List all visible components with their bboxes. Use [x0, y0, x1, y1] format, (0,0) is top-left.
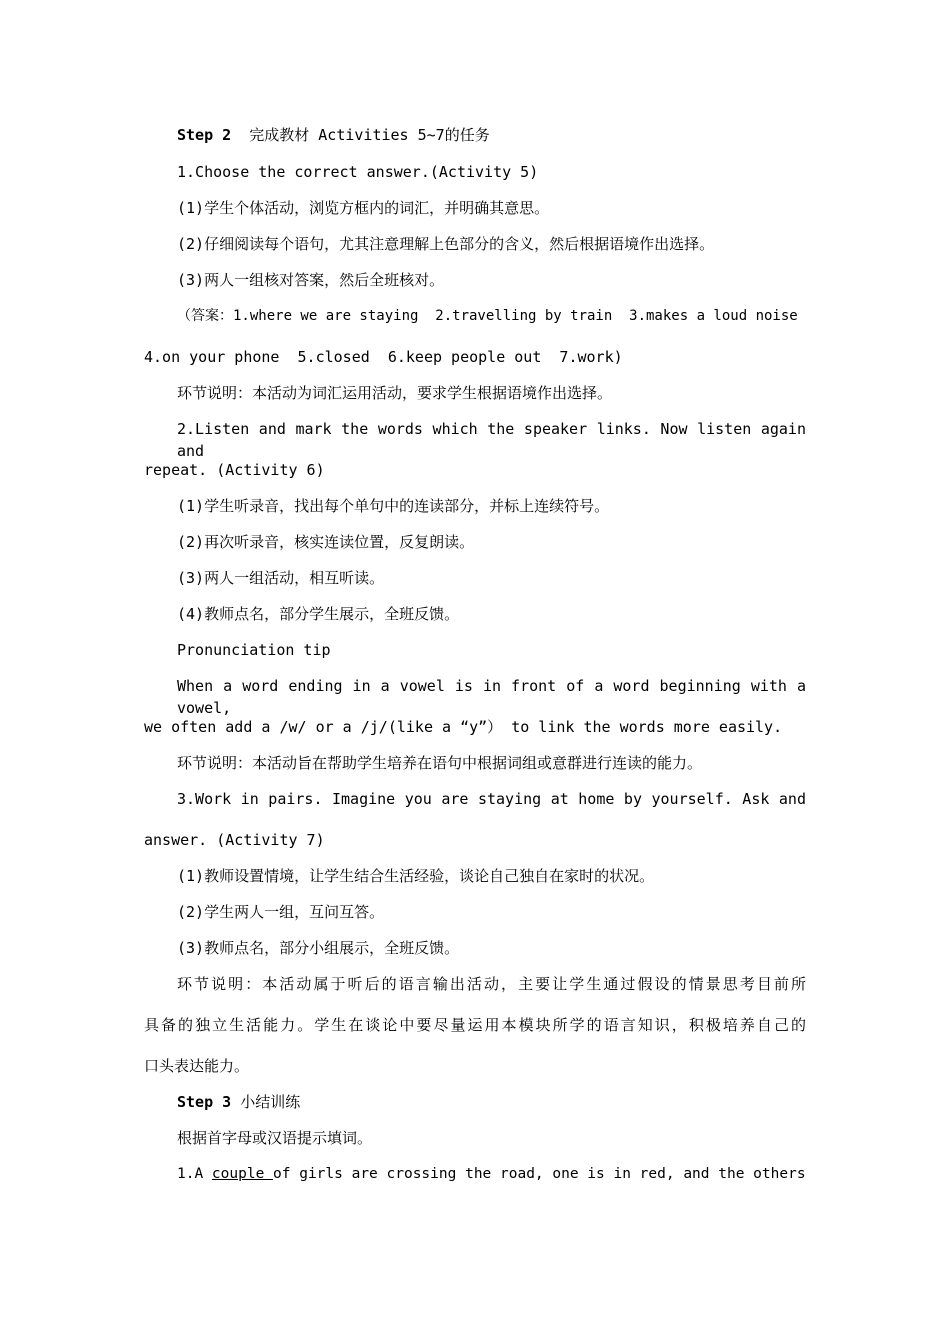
activity5-answer-line-2: 4.on your phone 5.closed 6.keep people out 7.work): [144, 348, 623, 366]
question-1-answer: couple: [211, 1166, 274, 1182]
question-1-text: of girls are crossing the road, one is in red, and the others: [273, 1166, 806, 1182]
activity7-note-line-1: 环节说明：本活动属于听后的语言输出活动，主要让学生通过假设的情景思考目前所: [177, 975, 806, 993]
activity7-note-line-3: 口头表达能力。: [144, 1057, 250, 1075]
step3-instruction: 根据首字母或汉语提示填词。: [177, 1129, 373, 1147]
question-1-prefix: 1.A: [177, 1166, 212, 1182]
activity6-heading-line-2: repeat. (Activity 6): [144, 461, 325, 479]
activity7-heading-line-2: answer. (Activity 7): [144, 831, 325, 849]
activity6-heading-line-1: 2.Listen and mark the words which the speaker links. Now listen again and: [177, 420, 806, 460]
activity5-step-3: (3)两人一组核对答案，然后全班核对。: [177, 271, 445, 289]
step2-heading: [177, 124, 490, 146]
activity6-step-3: (3)两人一组活动，相互听读。: [177, 569, 385, 587]
activity6-step-1: (1)学生听录音，找出每个单句中的连读部分，并标上连续符号。: [177, 497, 610, 515]
step2-title: 完成教材 Activities 5~7的任务: [249, 126, 490, 144]
activity5-step-2: (2)仔细阅读每个语句，尤其注意理解上色部分的含义，然后根据语境作出选择。: [177, 235, 715, 253]
step3-heading: [177, 1091, 300, 1113]
activity7-step-3: (3)教师点名，部分小组展示，全班反馈。: [177, 939, 460, 957]
activity6-note: 环节说明：本活动旨在帮助学生培养在语句中根据词组或意群进行连读的能力。: [177, 754, 703, 772]
activity6-step-2: (2)再次听录音，核实连读位置，反复朗读。: [177, 533, 475, 551]
activity7-step-2: (2)学生两人一组，互问互答。: [177, 903, 385, 921]
activity7-heading-line-1: 3.Work in pairs. Imagine you are staying at home by yourself. Ask and: [177, 790, 806, 808]
activity6-step-4: (4)教师点名，部分学生展示，全班反馈。: [177, 605, 460, 623]
activity5-answer-line-1: （答案：1.where we are staying 2.travelling by train 3.makes a loud noise: [177, 308, 798, 324]
exercise-question-1: [177, 1163, 806, 1185]
activity7-step-1: (1)教师设置情境，让学生结合生活经验，谈论自己独自在家时的状况。: [177, 867, 655, 885]
activity7-note-line-2: 具备的独立生活能力。学生在谈论中要尽量运用本模块所学的语言知识，积极培养自己的: [144, 1016, 806, 1034]
step2-label: Step 2: [177, 126, 232, 144]
activity5-heading: 1.Choose the correct answer.(Activity 5): [177, 163, 539, 181]
step3-label: Step 3: [177, 1093, 232, 1111]
pronunciation-tip-line-2: we often add a /w/ or a /j/(like a “y”） to link the words more easily.: [144, 718, 783, 736]
step3-title: 小结训练: [240, 1093, 301, 1111]
activity5-step-1: (1)学生个体活动，浏览方框内的词汇，并明确其意思。: [177, 199, 550, 217]
activity5-note: 环节说明：本活动为词汇运用活动，要求学生根据语境作出选择。: [177, 384, 613, 402]
pronunciation-tip-title: Pronunciation tip: [177, 641, 331, 659]
pronunciation-tip-line-1: When a word ending in a vowel is in front of a word beginning with a vowel,: [177, 677, 806, 717]
